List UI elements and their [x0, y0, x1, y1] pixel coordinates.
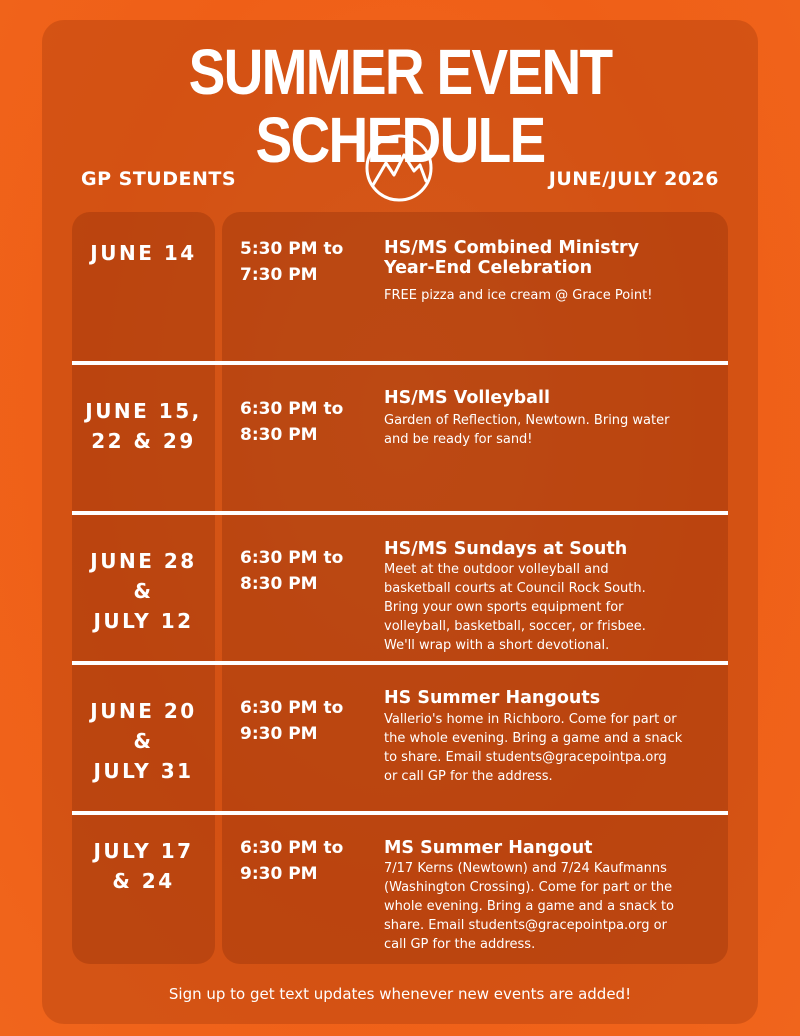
- event-description: Meet at the outdoor volleyball and basketball courts at Council Rock South. Bring your own sports equipment for volleyball, basketball, soccer, or frisbee. We'll wrap with a short devotional.: [384, 562, 646, 653]
- event-time: 6:30 PM to 9:30 PM: [240, 838, 344, 884]
- row-divider: [72, 361, 728, 365]
- event-date: JULY 17 & 24: [93, 839, 194, 893]
- event-time: 6:30 PM to 9:30 PM: [240, 698, 344, 744]
- footer-text: Sign up to get text updates whenever new events are added!: [168, 985, 632, 1003]
- page-title: SUMMER EVENT SCHEDULE: [188, 36, 612, 176]
- row-divider: [72, 811, 728, 815]
- event-description: FREE pizza and ice cream @ Grace Point!: [384, 288, 653, 303]
- row-divider: [72, 661, 728, 665]
- mountain-logo-icon: [364, 133, 434, 203]
- event-title: HS/MS Volleyball: [384, 388, 550, 408]
- event-date: JUNE 14: [90, 241, 197, 265]
- event-description: 7/17 Kerns (Newtown) and 7/24 Kaufmanns (Washington Crossing). Come for part or the whole evening. Bring a game and a snack to share. Email students@gracepointpa.org or call GP for the address.: [384, 861, 674, 952]
- event-title: HS/MS Combined Ministry Year-End Celebration: [384, 238, 640, 278]
- event-time: 6:30 PM to 8:30 PM: [240, 548, 344, 594]
- row-divider: [72, 511, 728, 515]
- ministry-label: GP STUDENTS: [81, 168, 237, 190]
- event-title: HS/MS Sundays at South: [384, 539, 628, 559]
- event-date: JUNE 20 & JULY 31: [90, 699, 197, 783]
- date-range-label: JUNE/JULY 2026: [548, 168, 719, 190]
- event-title: HS Summer Hangouts: [384, 688, 601, 708]
- event-date: JUNE 28 & JULY 12: [90, 549, 197, 633]
- event-date: JUNE 15, 22 & 29: [85, 399, 202, 453]
- event-title: MS Summer Hangout: [384, 838, 593, 858]
- event-time: 5:30 PM to 7:30 PM: [240, 239, 344, 285]
- event-time: 6:30 PM to 8:30 PM: [240, 399, 344, 445]
- event-description: Vallerio's home in Richboro. Come for part or the whole evening. Bring a game and a snack to share. Email students@gracepointpa.org or call GP for the address.: [384, 712, 683, 784]
- event-description: Garden of Reflection, Newtown. Bring water and be ready for sand!: [384, 413, 670, 447]
